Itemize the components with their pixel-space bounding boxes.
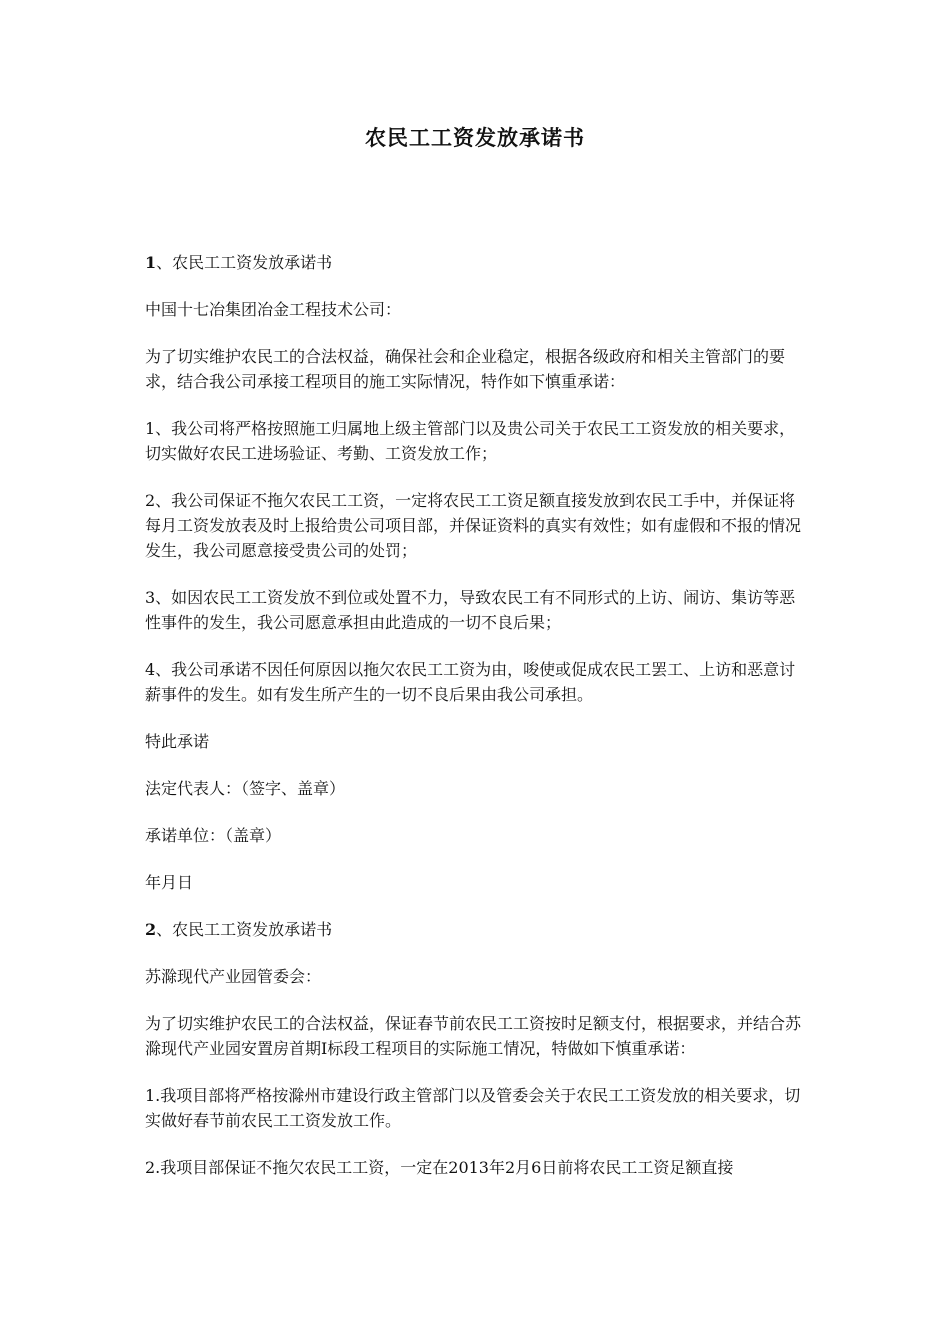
section-1-closing: 特此承诺 xyxy=(145,732,210,751)
section-1-addressee: 中国十七冶集团冶金工程技术公司： xyxy=(145,300,402,319)
section-2-item-2: 2.我项目部保证不拖欠农民工工资，一定在2013年2月6日前将农民工工资足额直接 xyxy=(145,1158,734,1177)
section-1-heading-text: 、农民工工资发放承诺书 xyxy=(156,253,333,272)
section-1-number: 1 xyxy=(145,253,157,272)
section-2-intro: 为了切实维护农民工的合法权益，保证春节前农民工工资按时足额支付，根据要求，并结合苏滁现代产业园安置房首期Ⅰ标段工程项目的实际施工情况，特做如下慎重承诺： xyxy=(145,1014,802,1058)
section-2-item-1: 1.我项目部将严格按滁州市建设行政主管部门以及管委会关于农民工工资发放的相关要求，切实做好春节前农民工工资发放工作。 xyxy=(145,1086,801,1130)
document-title: 农民工工资发放承诺书 xyxy=(365,125,585,150)
section-1-item-2: 2、我公司保证不拖欠农民工工资，一定将农民工工资足额直接发放到农民工手中，并保证将每月工资发放表及时上报给贵公司项目部，并保证资料的真实有效性；如有虚假和不报的情况发生，我公司愿意接受贵公司的处罚； xyxy=(145,491,802,560)
document-body xyxy=(145,250,810,1202)
section-1-date: 年月日 xyxy=(145,873,194,892)
section-1-legal-rep: 法定代表人：（签字、盖章） xyxy=(145,779,346,798)
section-1-intro: 为了切实维护农民工的合法权益，确保社会和企业稳定，根据各级政府和相关主管部门的要求，结合我公司承接工程项目的施工实际情况，特作如下慎重承诺： xyxy=(145,347,786,391)
section-1-item-1: 1、我公司将严格按照施工归属地上级主管部门以及贵公司关于农民工工资发放的相关要求，切实做好农民工进场验证、考勤、工资发放工作； xyxy=(145,419,796,463)
section-1-unit: 承诺单位：（盖章） xyxy=(145,826,282,845)
section-2-addressee: 苏滁现代产业园管委会： xyxy=(145,967,322,986)
section-1-item-4: 4、我公司承诺不因任何原因以拖欠农民工工资为由，唆使或促成农民工罢工、上访和恶意讨薪事件的发生。如有发生所产生的一切不良后果由我公司承担。 xyxy=(145,660,796,704)
section-1-item-3: 3、如因农民工工资发放不到位或处置不力，导致农民工有不同形式的上访、闹访、集访等恶性事件的发生，我公司愿意承担由此造成的一切不良后果； xyxy=(145,588,796,632)
section-2-heading xyxy=(145,917,810,942)
section-2-heading-text: 、农民工工资发放承诺书 xyxy=(156,920,333,939)
section-2-number: 2 xyxy=(145,920,157,939)
section-1-heading xyxy=(145,250,810,275)
